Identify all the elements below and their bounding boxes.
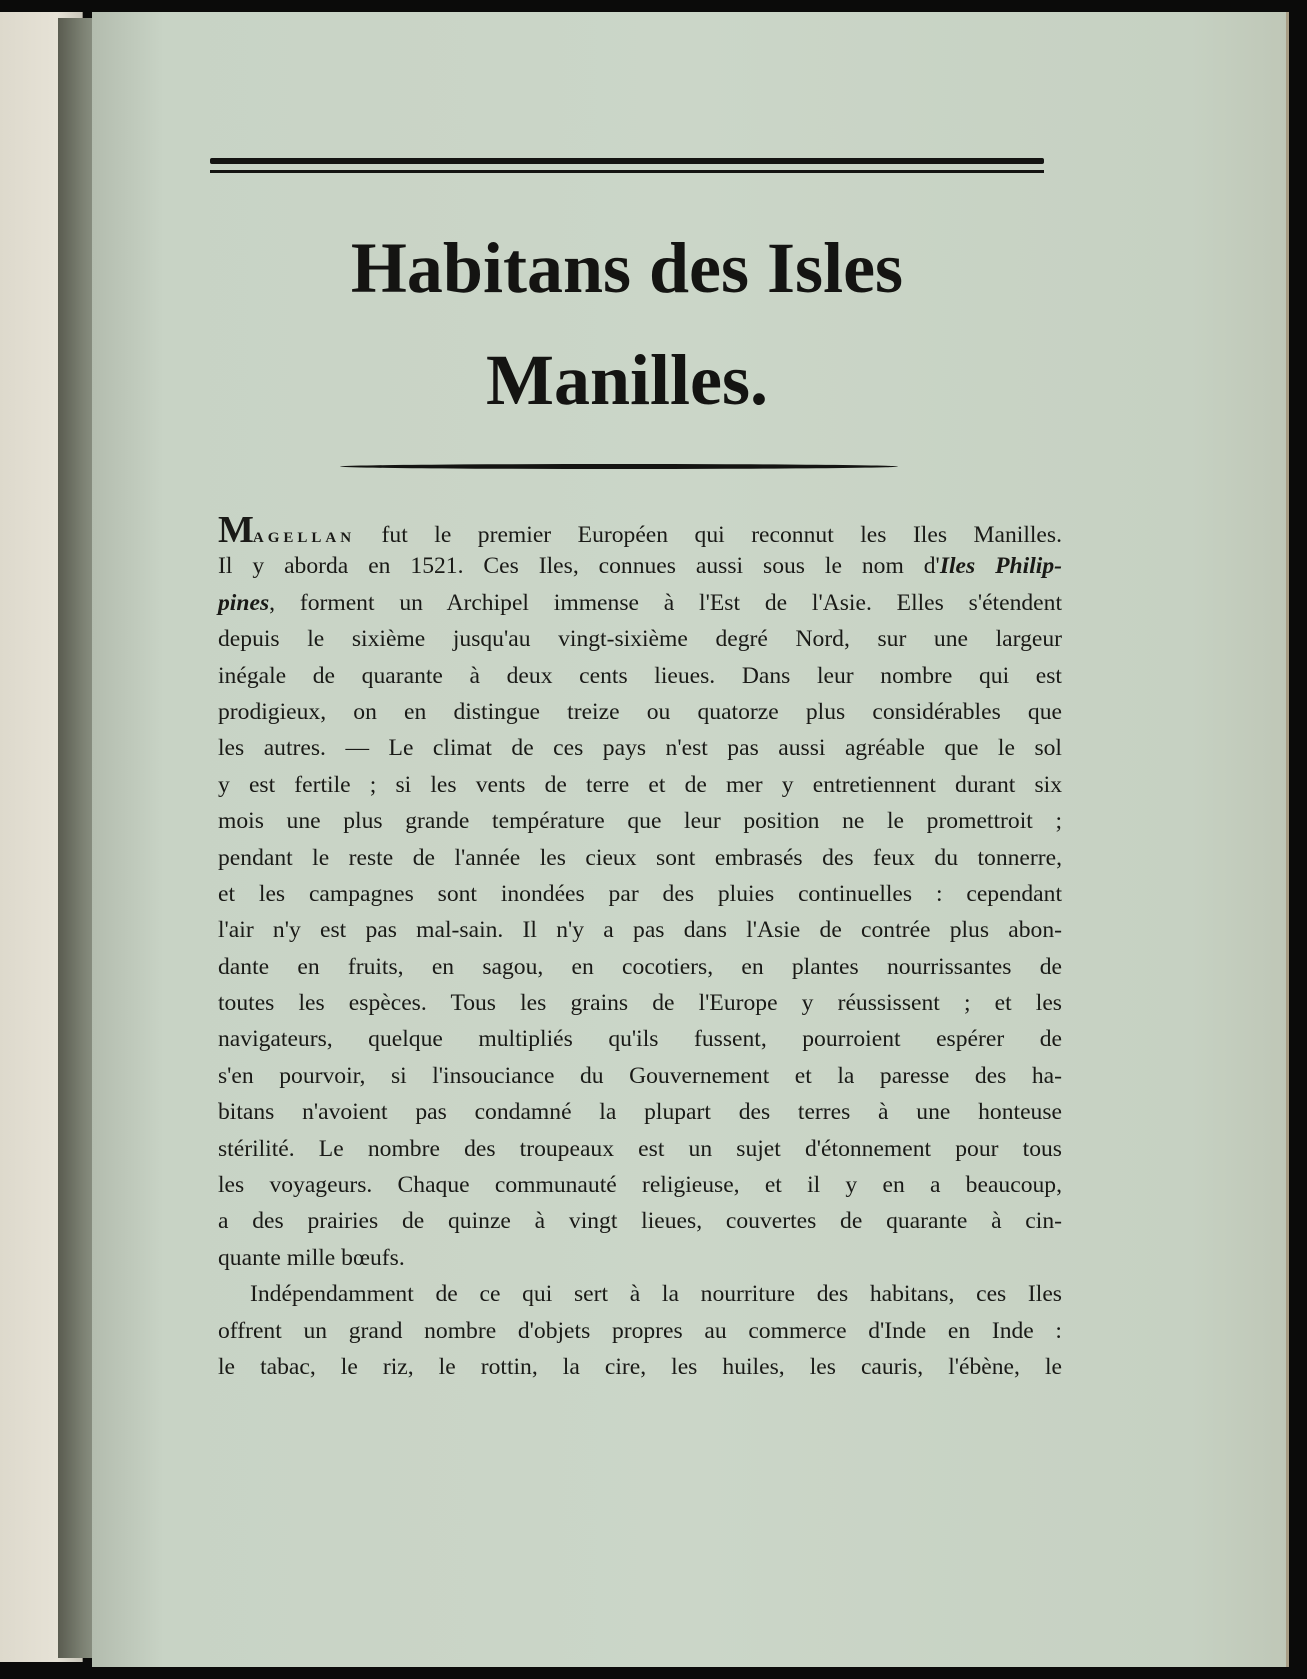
text-line [218, 585, 1062, 621]
text-run: fut le premier Européen qui reconnut les Iles Manilles. [355, 522, 1062, 548]
text-line: inégale de quarante à deux cents lieues. Dans leur nombre qui est [218, 662, 1062, 689]
text-line: quante mille bœufs. [218, 1244, 405, 1271]
text-line: depuis le sixième jusqu'au vingt-sixième degré Nord, sur une largeur [218, 626, 1062, 653]
top-double-rule-thin [210, 170, 1044, 173]
text-line: prodigieux, on en distingue treize ou quatorze plus considérables que [218, 698, 1062, 725]
text-line: dante en fruits, en sagou, en cocotiers, en plantes nourrissantes de [218, 953, 1062, 980]
text-line: a des prairies de quinze à vingt lieues, couvertes de quarante à cin- [218, 1208, 1062, 1235]
text-line: s'en pourvoir, si l'insouciance du Gouvernement et la paresse des ha- [218, 1062, 1062, 1089]
text-line: mois une plus grande température que leur position ne le promettroit ; [218, 808, 1062, 835]
text-line: bitans n'avoient pas condamné la plupart des terres à une honteuse [218, 1099, 1062, 1126]
text-line [218, 509, 1062, 551]
top-double-rule-thick [210, 158, 1044, 164]
body-text [218, 509, 1062, 1385]
title-separator-rule [340, 464, 898, 469]
paragraph-2 [218, 1276, 1062, 1385]
text-line: navigateurs, quelque multipliés qu'ils fussent, pourroient espérer de [218, 1026, 1062, 1053]
text-line: les voyageurs. Chaque communauté religieuse, et il y en a beaucoup, [218, 1172, 1062, 1199]
paragraph-1 [218, 509, 1062, 1276]
text-line: les autres. — Le climat de ces pays n'est pas aussi agréable que le sol [218, 735, 1062, 762]
text-line: le tabac, le riz, le rottin, la cire, les huiles, les cauris, l'ébène, le [218, 1353, 1062, 1380]
italic-text: pines [218, 589, 270, 616]
italic-text: Iles Philip- [939, 553, 1062, 580]
text-line: pendant le reste de l'année les cieux sont embrasés des feux du tonnerre, [218, 844, 1062, 871]
text-line: Indépendamment de ce qui sert à la nourriture des habitans, ces Iles [250, 1281, 1062, 1308]
title-line-2: Manilles. [486, 340, 768, 420]
text-line: offrent un grand nombre d'objets propres au commerce d'Inde en Inde : [218, 1317, 1062, 1344]
text-line [218, 548, 1062, 584]
text-line: toutes les espèces. Tous les grains de l'Europe y réussissent ; et les [218, 990, 1062, 1017]
drop-cap: M [218, 509, 253, 551]
text-run: Il y aborda en 1521. Ces Iles, connues aussi sous le nom d' [218, 553, 940, 580]
text-line: l'air n'y est pas mal-sain. Il n'y a pas dans l'Asie de contrée plus abon- [218, 917, 1062, 944]
small-caps-word: AGELLAN [252, 530, 356, 546]
page-title [210, 212, 1044, 436]
title-line-1: Habitans des Isles [350, 228, 904, 308]
text-line: y est fertile ; si les vents de terre et de mer y entretiennent durant six [218, 771, 1062, 798]
book-page [92, 12, 1289, 1667]
text-run: , forment un Archipel immense à l'Est de l'Asie. Elles s'étendent [269, 589, 1062, 616]
text-line: stérilité. Le nombre des troupeaux est un sujet d'étonnement pour tous [218, 1135, 1062, 1162]
text-line: et les campagnes sont inondées par des pluies continuelles : cependant [218, 880, 1062, 907]
